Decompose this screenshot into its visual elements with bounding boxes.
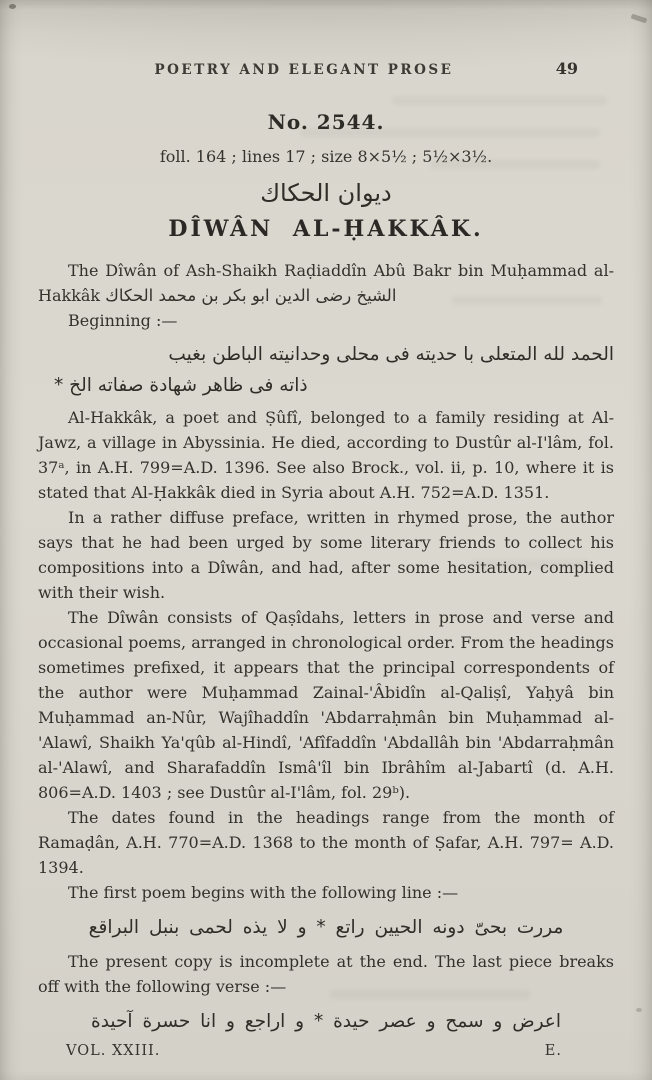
beginning-quotation-line-2: ذاته فى ظاهر شهادة صفاته الخ * — [54, 375, 308, 396]
beginning-quotation — [38, 339, 614, 401]
intro-text-english: The Dîwân of Ash-Shaikh Raḍiaddîn Abû Bakr bin Muḥammad al-Hakkâk — [38, 261, 614, 305]
running-title: POETRY AND ELEGANT PROSE — [154, 62, 454, 78]
beginning-label: Beginning :— — [68, 311, 178, 330]
showthrough-line — [452, 296, 602, 305]
running-header — [0, 0, 652, 82]
showthrough-line — [430, 160, 600, 169]
scan-artifact — [636, 1008, 642, 1012]
showthrough-line — [392, 96, 607, 105]
showthrough-line — [300, 128, 600, 137]
collation-line: foll. 164 ; lines 17 ; size 8×5½ ; 5½×3½. — [159, 147, 493, 166]
entry-title-arabic: ديوان الحكاك — [260, 179, 392, 207]
showthrough-line — [330, 990, 530, 999]
showthrough-line — [470, 560, 590, 569]
last-verse-line: اعرض و سمح و عصر حيدة * و اراجع و انا حسرة آحيدة — [91, 1011, 561, 1032]
page-footer — [38, 1043, 614, 1059]
first-poem-label: The first poem begins with the following line :— — [68, 883, 459, 902]
dates-paragraph: The dates found in the headings range from the month of Ramaḍân, A.H. 770=A.D. 1368 to the month of Ṣafar, A.H. 797= A.D. 1394. — [38, 808, 614, 877]
signature-mark: E. — [544, 1043, 562, 1059]
first-poem-line: مررت بحىّ دونه الحيين راتع * و لا يذه لحمى بنبل البراقع — [88, 917, 564, 938]
intro-text-arabic: الشيخ رضى الدين ابو بكر بن محمد الحكاك — [105, 286, 397, 305]
page-number: 49 — [555, 59, 578, 78]
beginning-quotation-line-1: الحمد لله المتعلى با حديته فى محلى وحدانيته الباطن بغيب — [168, 344, 614, 365]
ending-note-paragraph: The present copy is incomplete at the end. The last piece breaks off with the following verse :— — [38, 952, 614, 996]
biography-paragraph: Al-Hakkâk, a poet and Ṣûfî, belonged to a family residing at Al-Jawz, a village in Abyssinia. He died, according to Dustûr al-I'lâm, fol. 37ᵃ, in A.H. 799=A.D. 1396. See also Brock., vol. ii, p. 10, where it is stated that Al-Ḥakkâk died in Syria about A.H. 752=A.D. 1351. — [38, 408, 614, 502]
contents-paragraph: The Dîwân consists of Qaṣîdahs, letters in prose and verse and occasional poems, arranged in chronological order. From the headings sometimes prefixed, it appears that the principal correspondents of the author were Muḥammad Zainal-'Âbidîn al-Qaliṣî, Yaḥyâ bin Muḥammad an-Nûr, Wajîhaddîn 'Abdarraḥmân bin Muḥammad al-'Alawî, Shaikh Ya'qûb al-Hindî, 'Afîfaddîn 'Abdallâh bin 'Abdarraḥmân al-'Alawî, and Sharafaddîn Ismâ'îl bin Ibrâhîm al-Jabartî (d. A.H. 806=A.D. 1403 ; see Dustûr al-I'lâm, fol. 29ᵇ). — [38, 608, 614, 802]
entry-title-latin: DÎWÂN AL-ḤAKKÂK. — [168, 216, 484, 242]
preface-paragraph: In a rather diffuse preface, written in rhymed prose, the author says that he had been urged by some literary friends to collect his compositions into a Dîwân, and had, after some hesitation, complied with their wish. — [38, 508, 614, 602]
entry-body — [38, 258, 614, 1037]
entry-number: No. 2544. — [267, 110, 385, 134]
volume-label: VOL. XXIII. — [66, 1043, 161, 1059]
